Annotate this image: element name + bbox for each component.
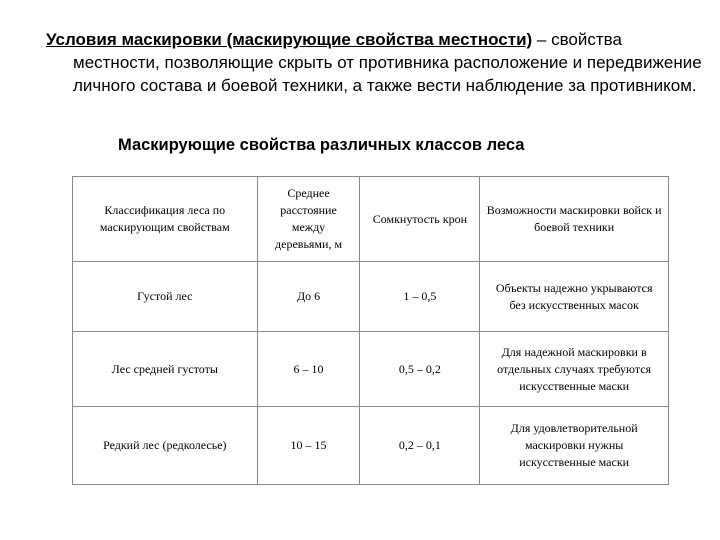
table-row <box>73 262 669 332</box>
header-classification: Классификация леса по маскирующим свойствам <box>73 177 258 262</box>
cell-class: Густой лес <box>73 262 258 332</box>
cell-crown-density: 0,5 – 0,2 <box>360 332 480 407</box>
cell-class: Лес средней густоты <box>73 332 258 407</box>
cell-distance: 10 – 15 <box>257 407 360 485</box>
table-title: Маскирующие свойства различных классов леса <box>118 136 525 154</box>
cell-capabilities: Для удовлетворительной маскировки нужны искусственные маски <box>480 407 669 485</box>
table-header-row <box>73 177 669 262</box>
forest-masking-table <box>72 176 669 485</box>
definition-paragraph <box>46 28 713 97</box>
header-masking-capabilities: Возможности маскировки войск и боевой техники <box>480 177 669 262</box>
table-row <box>73 332 669 407</box>
cell-capabilities: Для надежной маскировки в отдельных случаях требуются искусственные маски <box>480 332 669 407</box>
cell-crown-density: 1 – 0,5 <box>360 262 480 332</box>
cell-capabilities: Объекты надежно укрываются без искусственных масок <box>480 262 669 332</box>
cell-distance: 6 – 10 <box>257 332 360 407</box>
cell-distance: До 6 <box>257 262 360 332</box>
header-crown-density: Сомкнутость крон <box>360 177 480 262</box>
header-distance: Среднее расстояние между деревьями, м <box>257 177 360 262</box>
cell-crown-density: 0,2 – 0,1 <box>360 407 480 485</box>
definition-term: Условия маскировки (маскирующие свойства местности) <box>46 30 533 49</box>
definition-text: – свойства местности, позволяющие скрыть от противника расположение и передвижение личного состава и боевой техники, а также вести наблюдение за противником. <box>73 30 702 95</box>
table-row <box>73 407 669 485</box>
cell-class: Редкий лес (редколесье) <box>73 407 258 485</box>
